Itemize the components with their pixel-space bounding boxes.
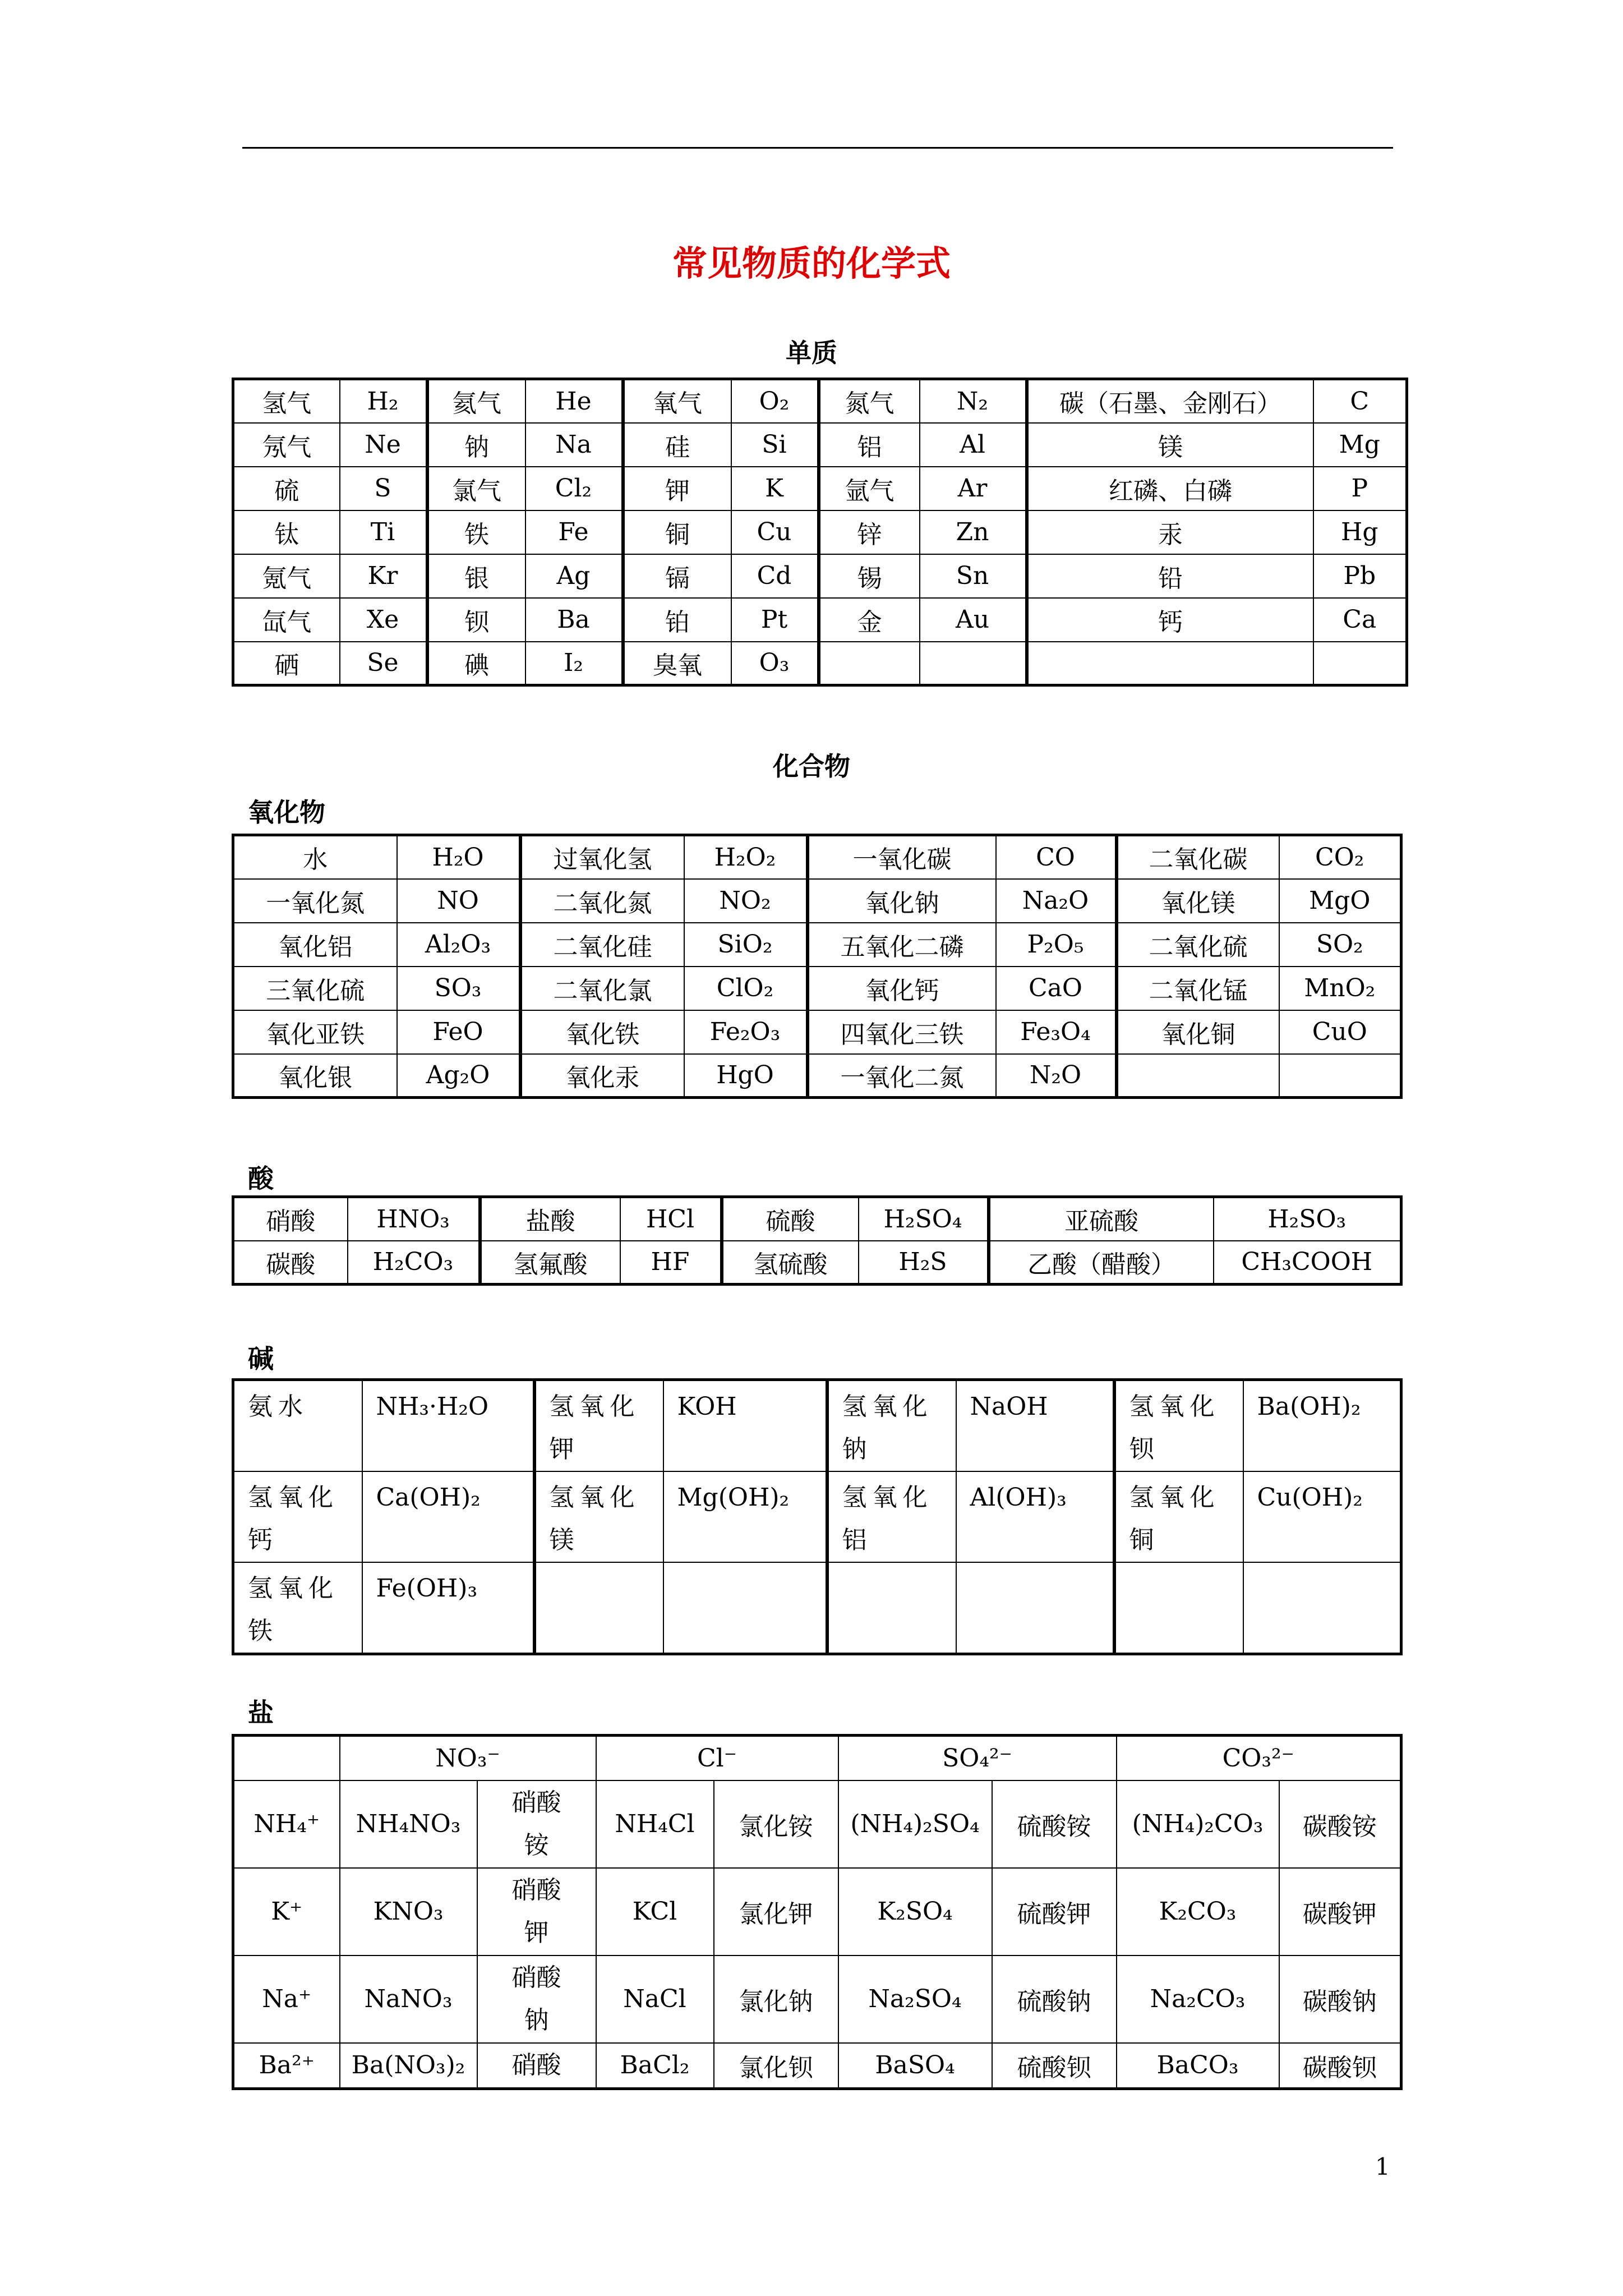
cation-cell: Na⁺ <box>233 1955 340 2043</box>
name-cell: 氦气 <box>427 379 525 423</box>
name-cell: 铜 <box>623 510 731 554</box>
table-row <box>233 554 1407 598</box>
formula-cell: (NH₄)₂CO₃ <box>1117 1780 1279 1868</box>
formula-cell: CO <box>996 835 1117 879</box>
name-cell: 三氧化硫 <box>233 967 397 1010</box>
name-cell: 铂 <box>623 598 731 642</box>
name-cell: 氩气 <box>819 467 920 510</box>
formula-cell: CH₃COOH <box>1214 1241 1401 1285</box>
formula-cell: Ag₂O <box>397 1054 520 1098</box>
formula-cell: H₂S <box>859 1241 989 1285</box>
formula-cell: Mg(OH)₂ <box>663 1471 827 1562</box>
formula-cell: P <box>1313 467 1407 510</box>
anion-header: SO₄²⁻ <box>838 1736 1117 1780</box>
formula-cell: BaCl₂ <box>596 2043 714 2089</box>
formula-cell: NH₄NO₃ <box>340 1780 477 1868</box>
formula-cell: Na <box>525 423 623 467</box>
table-row <box>233 1471 1401 1562</box>
name-cell: 硫酸 <box>722 1197 859 1241</box>
name-cell: 乙酸（醋酸） <box>989 1241 1214 1285</box>
formula-cell: Fe <box>525 510 623 554</box>
name-cell: 氧气 <box>623 379 731 423</box>
name-cell: 氢气 <box>233 379 340 423</box>
formula-cell: FeO <box>397 1010 520 1054</box>
formula-cell: P₂O₅ <box>996 923 1117 967</box>
name-cell: 氢氧化钙 <box>233 1471 362 1562</box>
name-cell: 氙气 <box>233 598 340 642</box>
name-cell: 氢氧化钡 <box>1114 1380 1243 1472</box>
name-cell: 氢硫酸 <box>722 1241 859 1285</box>
name-cell <box>827 1562 956 1654</box>
name-cell: 氢氧化钾 <box>534 1380 663 1472</box>
name-cell: 二氧化氮 <box>520 879 684 923</box>
formula-cell: Ag <box>525 554 623 598</box>
table-row <box>233 598 1407 642</box>
table-row <box>233 642 1407 685</box>
name-cell: 氢氧化钠 <box>827 1380 956 1472</box>
formula-cell: Sn <box>920 554 1027 598</box>
name-cell: 二氧化硫 <box>1117 923 1279 967</box>
table-row <box>233 879 1401 923</box>
name-cell: 硫酸铵 <box>992 1780 1117 1868</box>
name-cell: 氯化钾 <box>714 1868 838 1955</box>
name-cell: 氯化钡 <box>714 2043 838 2089</box>
formula-cell: S <box>340 467 427 510</box>
formula-cell: KCl <box>596 1868 714 1955</box>
table-row <box>233 1562 1401 1654</box>
name-cell: 臭氧 <box>623 642 731 685</box>
formula-cell: CaO <box>996 967 1117 1010</box>
table-row <box>233 1780 1401 1868</box>
name-cell: 氢氧化铜 <box>1114 1471 1243 1562</box>
name-cell: 钙 <box>1027 598 1313 642</box>
name-cell: 汞 <box>1027 510 1313 554</box>
formula-cell: He <box>525 379 623 423</box>
formula-cell: Mg <box>1313 423 1407 467</box>
formula-cell: NH₄Cl <box>596 1780 714 1868</box>
name-cell: 氧化钙 <box>808 967 996 1010</box>
formula-cell: Zn <box>920 510 1027 554</box>
table-row <box>233 923 1401 967</box>
name-cell: 钠 <box>427 423 525 467</box>
salts-header-row <box>233 1736 1401 1780</box>
oxides-heading: 氧化物 <box>248 797 325 827</box>
formula-cell: Ne <box>340 423 427 467</box>
name-cell <box>534 1562 663 1654</box>
formula-cell: O₃ <box>731 642 819 685</box>
formula-cell: Ba(NO₃)₂ <box>340 2043 477 2089</box>
formula-cell: NO₂ <box>684 879 808 923</box>
formula-cell: Fe₃O₄ <box>996 1010 1117 1054</box>
formula-cell: HF <box>620 1241 722 1285</box>
name-cell: 氢氧化铁 <box>233 1562 362 1654</box>
formula-cell: Se <box>340 642 427 685</box>
formula-cell: Ba <box>525 598 623 642</box>
name-cell: 二氧化锰 <box>1117 967 1279 1010</box>
formula-cell: H₂O <box>397 835 520 879</box>
name-cell: 二氧化碳 <box>1117 835 1279 879</box>
name-cell: 碳酸钠 <box>1279 1955 1401 2043</box>
formula-cell: Au <box>920 598 1027 642</box>
name-cell: 硝酸钾 <box>477 1868 596 1955</box>
formula-cell: C <box>1313 379 1407 423</box>
formula-cell: Na₂SO₄ <box>838 1955 992 2043</box>
formula-cell: H₂SO₄ <box>859 1197 989 1241</box>
name-cell: 氯化钠 <box>714 1955 838 2043</box>
table-row <box>233 1010 1401 1054</box>
name-cell: 一氧化二氮 <box>808 1054 996 1098</box>
formula-cell: NaNO₃ <box>340 1955 477 2043</box>
name-cell: 一氧化碳 <box>808 835 996 879</box>
name-cell: 氪气 <box>233 554 340 598</box>
formula-cell: NaCl <box>596 1955 714 2043</box>
formula-cell: Cu(OH)₂ <box>1243 1471 1401 1562</box>
name-cell: 银 <box>427 554 525 598</box>
name-cell: 氢氧化镁 <box>534 1471 663 1562</box>
formula-cell: N₂O <box>996 1054 1117 1098</box>
formula-cell: Na₂CO₃ <box>1117 1955 1279 2043</box>
formula-cell: H₂SO₃ <box>1214 1197 1401 1241</box>
formula-cell: Cd <box>731 554 819 598</box>
formula-cell: SO₃ <box>397 967 520 1010</box>
formula-cell: H₂ <box>340 379 427 423</box>
formula-cell: Ca <box>1313 598 1407 642</box>
name-cell: 钛 <box>233 510 340 554</box>
formula-cell: K₂CO₃ <box>1117 1868 1279 1955</box>
name-cell: 四氧化三铁 <box>808 1010 996 1054</box>
formula-cell: Pt <box>731 598 819 642</box>
name-cell: 水 <box>233 835 397 879</box>
name-cell: 氢氟酸 <box>480 1241 620 1285</box>
formula-cell: Xe <box>340 598 427 642</box>
formula-cell: Ca(OH)₂ <box>362 1471 534 1562</box>
formula-cell: Fe(OH)₃ <box>362 1562 534 1654</box>
formula-cell: Pb <box>1313 554 1407 598</box>
formula-cell: (NH₄)₂SO₄ <box>838 1780 992 1868</box>
name-cell: 硝酸铵 <box>477 1780 596 1868</box>
name-cell <box>1114 1562 1243 1654</box>
oxides-table <box>232 834 1403 1099</box>
formula-cell <box>956 1562 1114 1654</box>
name-cell: 钡 <box>427 598 525 642</box>
name-cell <box>1027 642 1313 685</box>
header-rule <box>242 147 1393 149</box>
table-row <box>233 510 1407 554</box>
page-number: 1 <box>1375 2153 1390 2180</box>
name-cell: 铝 <box>819 423 920 467</box>
formula-cell: HgO <box>684 1054 808 1098</box>
table-row <box>233 423 1407 467</box>
name-cell: 硝酸 <box>233 1197 348 1241</box>
elements-heading: 单质 <box>786 338 837 368</box>
name-cell: 五氧化二磷 <box>808 923 996 967</box>
formula-cell: Si <box>731 423 819 467</box>
name-cell: 镉 <box>623 554 731 598</box>
formula-cell: Fe₂O₃ <box>684 1010 808 1054</box>
formula-cell: Al₂O₃ <box>397 923 520 967</box>
acids-table <box>232 1195 1403 1286</box>
name-cell: 氮气 <box>819 379 920 423</box>
formula-cell: CO₂ <box>1279 835 1401 879</box>
elements-table <box>232 378 1408 687</box>
formula-cell: H₂O₂ <box>684 835 808 879</box>
name-cell: 镁 <box>1027 423 1313 467</box>
formula-cell <box>663 1562 827 1654</box>
formula-cell: N₂ <box>920 379 1027 423</box>
name-cell: 硫酸钡 <box>992 2043 1117 2089</box>
formula-cell: BaSO₄ <box>838 2043 992 2089</box>
page-title: 常见物质的化学式 <box>672 243 951 284</box>
formula-cell: HNO₃ <box>348 1197 480 1241</box>
name-cell: 钾 <box>623 467 731 510</box>
name-cell: 硝酸 <box>477 2043 596 2089</box>
formula-cell: MgO <box>1279 879 1401 923</box>
formula-cell: I₂ <box>525 642 623 685</box>
name-cell: 红磷、白磷 <box>1027 467 1313 510</box>
formula-cell <box>1313 642 1407 685</box>
formula-cell: Kr <box>340 554 427 598</box>
name-cell: 氧化铜 <box>1117 1010 1279 1054</box>
cation-cell: K⁺ <box>233 1868 340 1955</box>
formula-cell: SiO₂ <box>684 923 808 967</box>
name-cell: 二氧化氯 <box>520 967 684 1010</box>
table-row <box>233 1868 1401 1955</box>
cation-cell: Ba²⁺ <box>233 2043 340 2089</box>
name-cell: 氧化镁 <box>1117 879 1279 923</box>
name-cell: 氧化钠 <box>808 879 996 923</box>
formula-cell: KOH <box>663 1380 827 1472</box>
anion-header: Cl⁻ <box>596 1736 838 1780</box>
table-row <box>233 1955 1401 2043</box>
name-cell: 碳（石墨、金刚石） <box>1027 379 1313 423</box>
name-cell: 铅 <box>1027 554 1313 598</box>
name-cell: 锡 <box>819 554 920 598</box>
name-cell: 氧化亚铁 <box>233 1010 397 1054</box>
name-cell: 碘 <box>427 642 525 685</box>
name-cell: 金 <box>819 598 920 642</box>
name-cell: 氖气 <box>233 423 340 467</box>
name-cell: 盐酸 <box>480 1197 620 1241</box>
formula-cell: KNO₃ <box>340 1868 477 1955</box>
name-cell: 氧化铁 <box>520 1010 684 1054</box>
bases-table <box>232 1378 1403 1655</box>
name-cell: 氢氧化铝 <box>827 1471 956 1562</box>
table-row <box>233 1380 1401 1472</box>
name-cell: 硫 <box>233 467 340 510</box>
formula-cell: O₂ <box>731 379 819 423</box>
name-cell: 碳酸钾 <box>1279 1868 1401 1955</box>
name-cell: 氯气 <box>427 467 525 510</box>
table-row <box>233 1241 1401 1285</box>
anion-header: CO₃²⁻ <box>1117 1736 1401 1780</box>
name-cell: 亚硫酸 <box>989 1197 1214 1241</box>
formula-cell: Hg <box>1313 510 1407 554</box>
name-cell: 硝酸钠 <box>477 1955 596 2043</box>
bases-heading: 碱 <box>248 1343 274 1374</box>
anion-header: NO₃⁻ <box>340 1736 596 1780</box>
name-cell: 一氧化氮 <box>233 879 397 923</box>
formula-cell: Al(OH)₃ <box>956 1471 1114 1562</box>
name-cell: 氧化银 <box>233 1054 397 1098</box>
formula-cell: Ar <box>920 467 1027 510</box>
formula-cell: SO₂ <box>1279 923 1401 967</box>
name-cell: 过氧化氢 <box>520 835 684 879</box>
formula-cell: Al <box>920 423 1027 467</box>
salts-table <box>232 1734 1403 2090</box>
name-cell: 碳酸铵 <box>1279 1780 1401 1868</box>
name-cell: 硒 <box>233 642 340 685</box>
name-cell <box>819 642 920 685</box>
formula-cell <box>1243 1562 1401 1654</box>
formula-cell: NaOH <box>956 1380 1114 1472</box>
table-row <box>233 967 1401 1010</box>
formula-cell: H₂CO₃ <box>348 1241 480 1285</box>
table-row <box>233 1197 1401 1241</box>
name-cell: 氧化汞 <box>520 1054 684 1098</box>
formula-cell: K <box>731 467 819 510</box>
name-cell <box>1117 1054 1279 1098</box>
formula-cell: HCl <box>620 1197 722 1241</box>
name-cell: 二氧化硅 <box>520 923 684 967</box>
name-cell: 铁 <box>427 510 525 554</box>
acids-heading: 酸 <box>248 1163 274 1194</box>
formula-cell: BaCO₃ <box>1117 2043 1279 2089</box>
formula-cell: Cu <box>731 510 819 554</box>
formula-cell: NH₃·H₂O <box>362 1380 534 1472</box>
formula-cell: K₂SO₄ <box>838 1868 992 1955</box>
formula-cell: CuO <box>1279 1010 1401 1054</box>
formula-cell: MnO₂ <box>1279 967 1401 1010</box>
table-row <box>233 2043 1401 2089</box>
name-cell: 氯化铵 <box>714 1780 838 1868</box>
name-cell: 碳酸 <box>233 1241 348 1285</box>
table-row <box>233 835 1401 879</box>
formula-cell <box>1279 1054 1401 1098</box>
formula-cell <box>920 642 1027 685</box>
name-cell: 氨水 <box>233 1380 362 1472</box>
formula-cell: Cl₂ <box>525 467 623 510</box>
table-row <box>233 379 1407 423</box>
salts-heading: 盐 <box>248 1697 274 1728</box>
formula-cell: Ti <box>340 510 427 554</box>
cation-cell: NH₄⁺ <box>233 1780 340 1868</box>
name-cell: 硫酸钠 <box>992 1955 1117 2043</box>
name-cell: 碳酸钡 <box>1279 2043 1401 2089</box>
name-cell: 锌 <box>819 510 920 554</box>
formula-cell: Ba(OH)₂ <box>1243 1380 1401 1472</box>
formula-cell: ClO₂ <box>684 967 808 1010</box>
table-row <box>233 467 1407 510</box>
formula-cell: Na₂O <box>996 879 1117 923</box>
formula-cell: NO <box>397 879 520 923</box>
header-corner-cell <box>233 1736 340 1780</box>
name-cell: 氧化铝 <box>233 923 397 967</box>
name-cell: 硅 <box>623 423 731 467</box>
table-row <box>233 1054 1401 1098</box>
name-cell: 硫酸钾 <box>992 1868 1117 1955</box>
compounds-heading: 化合物 <box>773 751 850 781</box>
